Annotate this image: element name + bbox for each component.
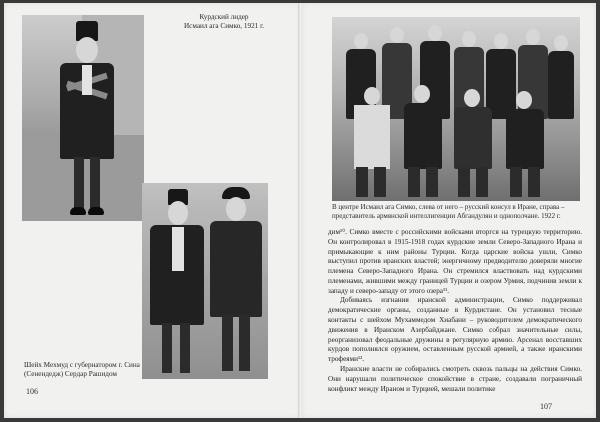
paragraph-2: Добиваясь изгнания иранской администрации, Симко поддерживал демократические органы, созданные в Курдистане. Он установил тесные контакты с шейхом Мухаммедом Хиабани – руководителем демократического движения в Иранском Азербайджане. Симко собрал значительные силы, реорганизовал феодальные дружины в регулярную армию. Арсенал восставших курдов пополнялся оружием, оставленным русской армией, а также иранскими трофеями¹². [328,296,582,364]
left-page [4,3,300,418]
paragraph-1: дим¹⁰. Симко вместе с российскими войсками вторгся на турецкую территорию. Он контролировал в 1915-1918 годах курдские земли Северо-Западного Ирана и примыкающие к ним районы Турции. Когда царские войска ушли, Симко выступил против иранских властей; энергичному предводителю доверяли многие племена Северо-Западного Ирана. Он стремился властвовать над курдскими племенами, жившими между границей Турции и озером Урмия, подчинив земли к западу и северо-западу от этого озера¹¹. [328,228,582,295]
paragraph-3: Иранские власти не собирались смотреть сквозь пальцы на действия Симко. Они нарушали политическое спокойствие в стране, создавали пограничный конфликт между Ираном и Турцией, мешали политике [328,364,582,393]
caption-group: В центре Исмаил ага Симко, слева от него – русский консул в Иране, справа – представитель армянской интеллигенции Абгандулян и однополчане. 1922 г. [332,203,565,220]
caption-simko-line2: Исмаил ага Симко, 1921 г. [183,22,265,30]
photo-sheikh-mehmud [142,183,268,379]
page-number-left: 106 [26,387,38,396]
standing-figure [52,21,122,221]
page-number-right: 107 [540,402,552,411]
photo-simko-portrait [22,15,144,221]
figure-left-man [148,189,206,377]
caption-sheikh-line1: Шейх Мехмуд с губернатором г. Сина [24,361,140,369]
body-text [328,228,582,394]
figure-right-man [206,187,266,377]
right-page [302,3,596,418]
caption-sheikh-line2: (Сенендедж) Сердар Рашидом [24,370,117,378]
photo-group [332,17,580,201]
group-front-row [342,83,572,201]
caption-simko [154,13,294,31]
caption-sheikh [24,361,142,379]
caption-simko-line1: Курдский лидер [199,13,249,21]
